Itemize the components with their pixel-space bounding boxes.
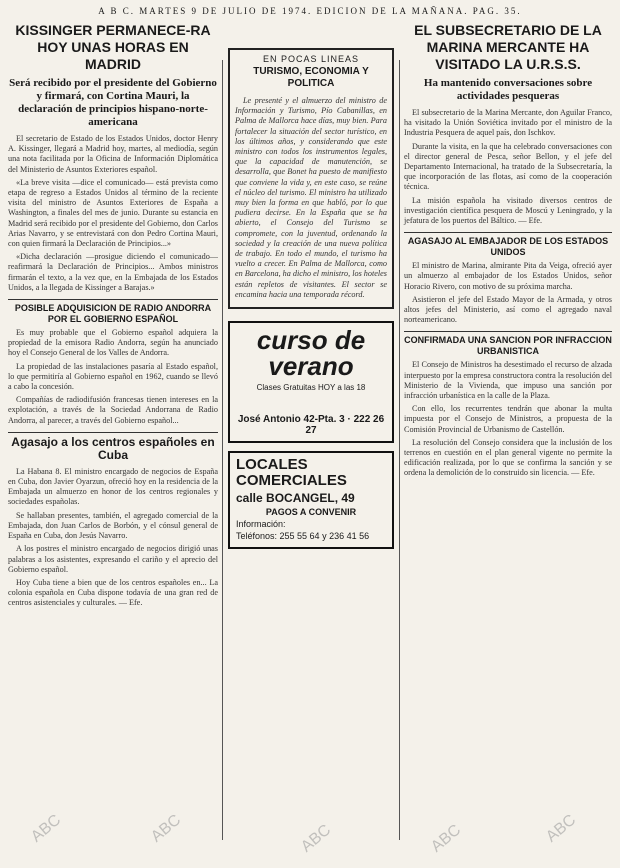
column-right: [404, 22, 612, 482]
curso-verano-title: curso de verano: [256, 325, 366, 382]
marina-subhead: Ha mantenido conversaciones sobre actividades pesqueras: [423, 77, 593, 102]
embajador-headline: AGASAJO AL EMBAJADOR DE LOS ESTADOS UNIDOS: [404, 232, 612, 258]
cuba-paragraph-4: Hoy Cuba tiene a bien que de los centros españoles en... La colonia española en Cuba dispone todavía de una gran red de centros asistenciales y culturales. — Efe.: [8, 577, 218, 608]
marina-headline: EL SUBSECRETARIO DE LA MARINA MERCANTE HA VISITADO LA U.R.S.S.: [414, 22, 602, 72]
kissinger-paragraph-2: «La breve visita —dice el comunicado— está prevista como etapa de regreso a Estados Unidos al término de la reciente visita del ministro de Asuntos Exteriores de España a Washington, a finales del mes de junio. Durante su estancia en Madrid será recibido por el presidente del Gobierno, don Carlos Arias Navarro, y se entrevistará con don Pedro Cortina Mauri, con quien firmará la Declaración de Principios...»: [8, 177, 218, 249]
cuba-paragraph-2: Se hallaban presentes, también, el agregado comercial de la Embajada, don Juan Carlos de Borbón, y el cónsul general de España en Cuba, don Jesús Navarro.: [8, 510, 218, 541]
kissinger-headline: KISSINGER PERMANECE-RA HOY UNAS HORAS EN MADRID: [15, 22, 211, 72]
curso-verano-ad: [228, 321, 394, 443]
column-middle: [228, 22, 394, 549]
marina-paragraph-3: La misión española ha visitado diversos centros de investigación científica pesquera de Moscú y Leningrado, y la jefatura de los puertos del Báltico. — Efe.: [404, 195, 612, 226]
column-rule-right: [399, 60, 400, 840]
curso-verano-classes: Clases Gratuitas HOY a las 18: [256, 383, 366, 393]
embajador-paragraph-2: Asistieron el jefe del Estado Mayor de la Armada, y otros altos jefes del Ministerio, así como el agregado naval norteamericano.: [404, 294, 612, 325]
abc-watermark: ABC: [543, 811, 580, 846]
locales-info: Información:: [236, 519, 286, 530]
abc-watermark: ABC: [148, 811, 185, 846]
radio-andorra-headline: POSIBLE ADQUISICION DE RADIO ANDORRA POR EL GOBIERNO ESPAÑOL: [8, 299, 218, 325]
radio-andorra-paragraph-1: Es muy probable que el Gobierno español adquiera la propiedad de la emisora Radio Andorra, según ha anunciado hoy el Consejo General de los Valles de Andorra.: [8, 328, 218, 358]
abc-watermark: ABC: [28, 811, 65, 846]
cuba-headline: Agasajo a los centros españoles en Cuba: [8, 432, 218, 462]
box-text: Le presenté y el almuerzo del ministro de Información y Turismo, Pío Cabanillas, en Palma de Mallorca hace días, muy bien. Para fortalecer la situación del sector turístico, en los últimos años, y considerando que este ministro con todos los instrumentos legales, que la capacidad de manutención, se desarrolla, que Bonet ha puesto de manifiesto que conviene la vida y, en este caso, se reúne el núcleo del turismo. El ministro ha utilizado muy bien la forma en que habló, por lo que pudiera decirse. En la España que se ha abierto, el Consejo del Turismo se compromete, con la juventud, ordenando la sociedad y la creación de una nueva política de trabajo. En todo el mundo, el turismo ha vuelto a crecer. En Palma de Mallorca, como en Barcelona, ha dicho el ministro, los hoteles están repletos de visitantes. El sector se encamina hacia una temporada récord.: [235, 96, 387, 299]
cuba-paragraph-3: A los postres el ministro encargado de negocios dirigió unas palabras a los asistentes, expresando el cariño y el aprecio del Gobierno español.: [8, 544, 218, 574]
sancion-headline: CONFIRMADA UNA SANCION POR INFRACCION URBANISTICA: [404, 331, 612, 357]
column-rule-left: [222, 60, 223, 840]
locales-phones: Teléfonos: 255 55 64 y 236 41 56: [236, 531, 370, 542]
embajador-paragraph-1: El ministro de Marina, almirante Pita da Veiga, ofreció ayer un almuerzo al embajador de los Estados Unidos, señor Horacio Rivero, con motivo de su próxima marcha.: [404, 261, 612, 291]
kissinger-paragraph-1: El secretario de Estado de los Estados Unidos, doctor Henry A. Kissinger, llegará a Madrid hoy, martes, al mediodía, según una nota facilitada por la Oficina de Información Diplomática del Ministerio de Asuntos Exteriores español.: [8, 134, 218, 174]
en-pocas-lineas-box: [228, 48, 394, 309]
cuba-paragraph-1: La Habana 8. El ministro encargado de negocios de España en Cuba, don Javier Oyarzun, ofreció hoy en la residencia de la Embajada un almuerzo en honor de los centros regionales y sociedades españolas.: [8, 466, 218, 507]
abc-watermark: ABC: [298, 821, 335, 856]
radio-andorra-paragraph-2: La propiedad de las instalaciones pasaría al Estado español, lo que permitiría al Gobierno español en 1962, cuando se llevó a cabo la concesión.: [8, 361, 218, 392]
box-headline: TURISMO, ECONOMIA Y POLITICA: [253, 66, 369, 89]
page-header: A B C. MARTES 9 DE JULIO DE 1974. EDICION DE LA MAÑANA. PAG. 35.: [98, 6, 522, 16]
radio-andorra-paragraph-3: Compañías de radiodifusión francesas tienen intereses en la explotación, a través de la Sociedad Andorrana de Radio Andorra, al parecer, a través del Gobierno español...: [8, 395, 218, 425]
locales-title: LOCALES COMERCIALES: [236, 456, 347, 490]
marina-paragraph-1: El subsecretario de la Marina Mercante, don Aguilar Franco, ha visitado la Unión Soviética invitado por el ministro de la Industria Pesquera de aquel país, don Ischkov.: [404, 108, 612, 138]
box-kicker: EN POCAS LINEAS: [262, 54, 360, 64]
kissinger-paragraph-3: «Dicha declaración —prosigue diciendo el comunicado— reafirmará la Declaración de Principios... Ambos ministros firmarán el texto, a la vez que, en la Embajada de los Estados Unidos, a la llegada de Kissinger a Barajas.»: [8, 252, 218, 292]
kissinger-subhead: Será recibido por el presidente del Gobierno y firmará, con Cortina Mauri, la declaración de principios hispano-norte-americana: [9, 77, 217, 128]
abc-watermark: ABC: [428, 821, 465, 856]
column-left: [8, 22, 218, 612]
sancion-paragraph-2: Con ello, los recurrentes tendrán que abonar la multa impuesta por el Consejo de Ministros, a propuesta de la Comisión Provincial de Urbanismo de Castellón.: [404, 404, 612, 434]
sancion-paragraph-3: La resolución del Consejo considera que la inclusión de los terrenos en cuestión en el plan general vigente no permite la edificación realizada, por lo que se confirma la sanción y se ordena la demolición de lo construido sin licencia. — Efe.: [404, 437, 612, 478]
locales-street: calle BOCANGEL, 49: [236, 491, 355, 506]
curso-verano-address: José Antonio 42-Pta. 3 · 222 26 27: [237, 414, 385, 437]
marina-paragraph-2: Durante la visita, en la que ha celebrado conversaciones con el director general de Pesca, señor Bellon, y el jefe del Departamento Internacional, ha tratado de la Subsecretaría, la que incorporación de las flotas, así como de la cooperación técnica.: [404, 141, 612, 192]
locales-terms: PAGOS A CONVENIR: [265, 507, 357, 518]
sancion-paragraph-1: El Consejo de Ministros ha desestimado el recurso de alzada interpuesto por la empresa constructora contra la resolución del Ministerio de la Vivienda, que impuso una sanción por infracción urbanística en la calle de la Plaza.: [404, 360, 612, 401]
locales-comerciales-ad: [228, 451, 394, 549]
